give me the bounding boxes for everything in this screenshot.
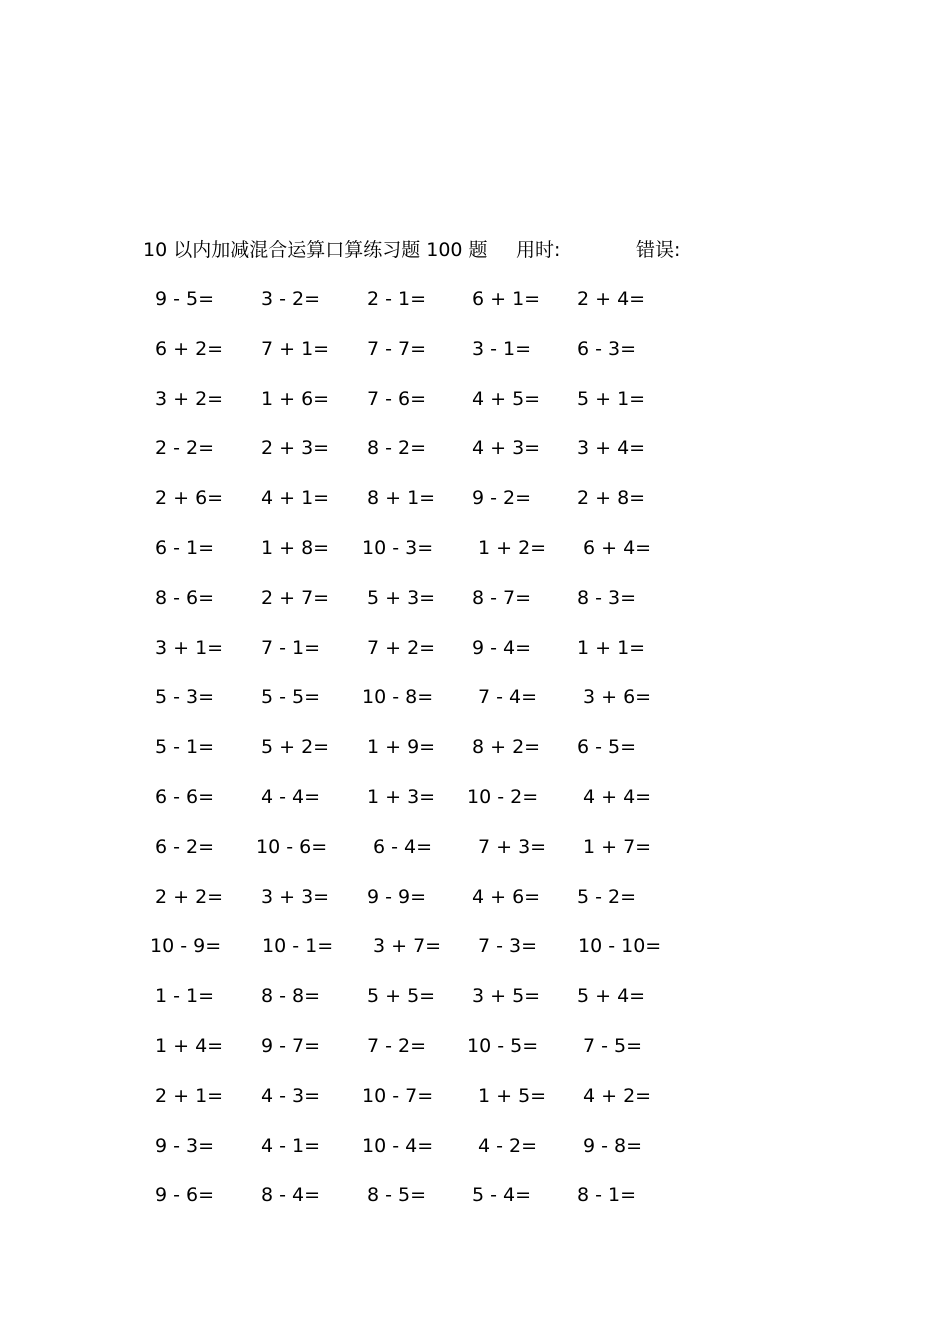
problem-cell: 2 + 3=: [261, 437, 330, 460]
problem-cell: 6 + 1=: [472, 288, 541, 310]
errors-label: 错误:: [636, 239, 681, 261]
problem-row: [150, 682, 690, 732]
problem-cell: 2 + 2=: [155, 885, 224, 908]
problem-row: [150, 483, 690, 533]
problem-cell: 7 - 4=: [478, 686, 538, 709]
problem-cell: 7 + 2=: [367, 636, 436, 659]
time-taken-label: 用时:: [516, 239, 561, 261]
problem-cell: 9 - 7=: [261, 1034, 321, 1057]
problem-cell: 8 + 2=: [472, 736, 541, 759]
problem-cell: 5 - 3=: [155, 686, 215, 709]
problem-cell: 5 + 1=: [577, 387, 646, 410]
problem-cell: 1 + 9=: [367, 736, 436, 759]
worksheet-title: 10 以内加减混合运算口算练习题 100 题: [143, 239, 488, 261]
problem-row: [150, 384, 690, 434]
problem-cell: 10 - 7=: [362, 1084, 434, 1107]
problem-cell: 3 + 4=: [577, 437, 646, 460]
problem-cell: 6 + 2=: [155, 337, 224, 360]
problem-cell: 9 - 4=: [472, 636, 532, 659]
problem-row: [150, 1180, 690, 1230]
problem-cell: 4 - 2=: [478, 1134, 538, 1157]
problem-cell: 4 + 3=: [472, 437, 541, 460]
problem-cell: 2 - 2=: [155, 437, 215, 460]
problem-cell: 5 - 5=: [261, 686, 321, 709]
problem-cell: 1 + 5=: [478, 1084, 547, 1107]
problem-cell: 1 + 3=: [367, 785, 436, 808]
problem-cell: 1 + 6=: [261, 387, 330, 410]
problem-row: [150, 1131, 690, 1181]
problem-row: [150, 981, 690, 1031]
problem-grid: [150, 284, 690, 1230]
problem-cell: 8 - 7=: [472, 586, 532, 609]
problem-cell: 6 - 6=: [155, 785, 215, 808]
problem-cell: 10 - 5=: [467, 1034, 539, 1057]
problem-cell: 9 - 9=: [367, 885, 427, 908]
problem-cell: 5 - 4=: [472, 1184, 532, 1207]
problem-cell: 3 - 1=: [472, 337, 532, 360]
problem-row: [150, 583, 690, 633]
problem-cell: 8 + 1=: [367, 487, 436, 510]
problem-cell: 8 - 2=: [367, 437, 427, 460]
problem-cell: 5 + 4=: [577, 985, 646, 1008]
problem-row: [150, 284, 690, 334]
problem-cell: 3 + 1=: [155, 636, 224, 659]
problem-cell: 4 - 1=: [261, 1134, 321, 1157]
problem-cell: 7 - 2=: [367, 1034, 427, 1057]
problem-cell: 3 + 6=: [583, 686, 652, 709]
problem-cell: 6 - 1=: [155, 536, 215, 559]
problem-cell: 8 - 3=: [577, 586, 637, 609]
problem-cell: 4 + 5=: [472, 387, 541, 410]
problem-cell: 4 + 4=: [583, 785, 652, 808]
problem-cell: 9 - 3=: [155, 1134, 215, 1157]
problem-cell: 8 - 1=: [577, 1184, 637, 1207]
problem-cell: 8 - 6=: [155, 586, 215, 609]
problem-cell: 1 + 2=: [478, 536, 547, 559]
problem-cell: 7 + 3=: [478, 835, 547, 858]
problem-cell: 6 - 4=: [373, 835, 433, 858]
problem-cell: 3 + 3=: [261, 885, 330, 908]
problem-cell: 7 - 5=: [583, 1034, 643, 1057]
problem-cell: 10 - 2=: [467, 785, 539, 808]
problem-row: [150, 334, 690, 384]
problem-cell: 1 - 1=: [155, 985, 215, 1008]
problem-cell: 6 - 3=: [577, 337, 637, 360]
problem-cell: 1 + 7=: [583, 835, 652, 858]
problem-cell: 7 - 7=: [367, 337, 427, 360]
problem-cell: 4 - 3=: [261, 1084, 321, 1107]
problem-cell: 2 + 6=: [155, 487, 224, 510]
problem-cell: 2 + 7=: [261, 586, 330, 609]
problem-cell: 9 - 2=: [472, 487, 532, 510]
problem-row: [150, 1031, 690, 1081]
problem-row: [150, 433, 690, 483]
problem-row: [150, 732, 690, 782]
problem-cell: 4 + 2=: [583, 1084, 652, 1107]
problem-cell: 10 - 4=: [362, 1134, 434, 1157]
problem-cell: 10 - 9=: [150, 935, 222, 958]
problem-cell: 4 - 4=: [261, 785, 321, 808]
problem-row: [150, 882, 690, 932]
problem-cell: 7 - 1=: [261, 636, 321, 659]
problem-cell: 6 - 5=: [577, 736, 637, 759]
problem-cell: 10 - 6=: [256, 835, 328, 858]
problem-row: [150, 633, 690, 683]
problem-cell: 3 + 2=: [155, 387, 224, 410]
problem-cell: 8 - 5=: [367, 1184, 427, 1207]
problem-cell: 8 - 4=: [261, 1184, 321, 1207]
problem-cell: 2 + 8=: [577, 487, 646, 510]
problem-row: [150, 782, 690, 832]
problem-cell: 3 - 2=: [261, 288, 321, 310]
problem-cell: 7 - 3=: [478, 935, 538, 958]
problem-row: [150, 832, 690, 882]
problem-cell: 10 - 1=: [262, 935, 334, 958]
problem-cell: 10 - 3=: [362, 536, 434, 559]
problem-cell: 5 - 2=: [577, 885, 637, 908]
problem-cell: 6 - 2=: [155, 835, 215, 858]
problem-row: [150, 1081, 690, 1131]
problem-row: [150, 931, 690, 981]
problem-cell: 6 + 4=: [583, 536, 652, 559]
problem-row: [150, 533, 690, 583]
problem-cell: 2 - 1=: [367, 288, 427, 310]
problem-cell: 1 + 8=: [261, 536, 330, 559]
problem-cell: 1 + 1=: [577, 636, 646, 659]
problem-cell: 8 - 8=: [261, 985, 321, 1008]
problem-cell: 5 + 5=: [367, 985, 436, 1008]
problem-cell: 7 - 6=: [367, 387, 427, 410]
problem-cell: 1 + 4=: [155, 1034, 224, 1057]
problem-cell: 4 + 1=: [261, 487, 330, 510]
problem-cell: 4 + 6=: [472, 885, 541, 908]
problem-cell: 9 - 5=: [155, 288, 215, 310]
problem-cell: 2 + 1=: [155, 1084, 224, 1107]
problem-cell: 9 - 8=: [583, 1134, 643, 1157]
problem-cell: 5 + 3=: [367, 586, 436, 609]
problem-cell: 10 - 8=: [362, 686, 434, 709]
problem-cell: 5 + 2=: [261, 736, 330, 759]
problem-cell: 7 + 1=: [261, 337, 330, 360]
problem-cell: 10 - 10=: [578, 935, 662, 958]
problem-cell: 3 + 5=: [472, 985, 541, 1008]
problem-cell: 5 - 1=: [155, 736, 215, 759]
problem-cell: 3 + 7=: [373, 935, 442, 958]
problem-cell: 9 - 6=: [155, 1184, 215, 1207]
problem-cell: 2 + 4=: [577, 288, 646, 310]
